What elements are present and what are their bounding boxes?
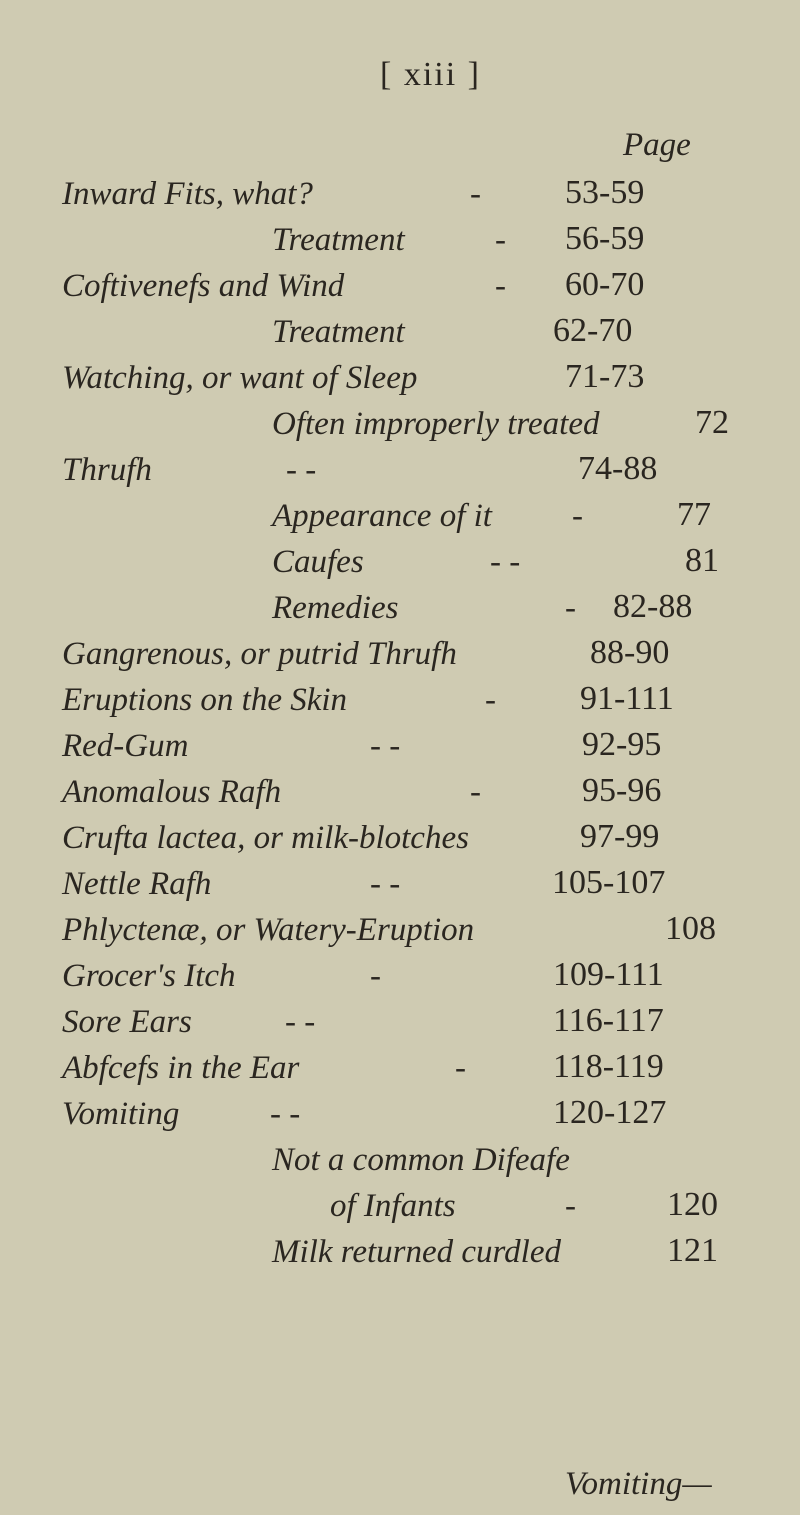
entry-text: Vomiting — [62, 1096, 180, 1132]
entry-text: Appearance of it — [272, 498, 492, 534]
entry-text: Milk returned curdled — [272, 1234, 561, 1270]
entry-text: Treatment — [272, 314, 405, 350]
entry-pages: 121 — [667, 1232, 718, 1269]
entry-pages: 74-88 — [578, 450, 658, 487]
entry-pages: 56-59 — [565, 220, 645, 257]
page-column-label: Page — [623, 127, 691, 163]
entry-dash: - — [565, 1188, 576, 1224]
entry-text: Not a common Difeafe — [272, 1142, 570, 1178]
entry-dash: - - — [285, 1004, 316, 1040]
entry-pages: 71-73 — [565, 358, 645, 395]
entry-dash: - - — [490, 544, 521, 580]
entry-dash: - — [470, 774, 481, 810]
catchword: Vomiting— — [565, 1466, 712, 1502]
entry-pages: 53-59 — [565, 174, 645, 211]
entry-pages: 60-70 — [565, 266, 645, 303]
entry-dash: - — [470, 176, 481, 212]
entry-text: Treatment — [272, 222, 405, 258]
entry-pages: 88-90 — [590, 634, 670, 671]
entry-text: Crufta lactea, or milk-blotches — [62, 820, 469, 856]
entry-pages: 116-117 — [553, 1002, 664, 1039]
entry-pages: 108 — [665, 910, 716, 947]
entry-pages: 82-88 — [613, 588, 693, 625]
page-header: [ xiii ] — [380, 56, 481, 93]
entry-text: Coftivenefs and Wind — [62, 268, 345, 304]
entry-dash: - — [495, 222, 506, 258]
entry-text: Eruptions on the Skin — [62, 682, 348, 718]
entry-text: Red-Gum — [62, 728, 189, 764]
entry-pages: 120 — [667, 1186, 718, 1223]
entry-pages: 72 — [695, 404, 729, 441]
entry-pages: 77 — [677, 496, 711, 533]
entry-dash: - — [572, 498, 583, 534]
entry-dash: - - — [370, 728, 401, 764]
entry-pages: 97-99 — [580, 818, 660, 855]
entry-text: Remedies — [272, 590, 399, 626]
entry-text: Grocer's Itch — [62, 958, 236, 994]
entry-dash: - — [565, 590, 576, 626]
entry-pages: 91-111 — [580, 680, 674, 717]
entry-text: of Infants — [330, 1188, 456, 1224]
entry-text: Often improperly treated — [272, 406, 600, 442]
entry-text: Watching, or want of Sleep — [62, 360, 418, 396]
entry-pages: 105-107 — [552, 864, 666, 901]
entry-pages: 81 — [685, 542, 719, 579]
entry-text: Abfcefs in the Ear — [62, 1050, 300, 1086]
entry-text: Inward Fits, what? — [62, 176, 313, 212]
entry-text: Nettle Rafh — [62, 866, 212, 902]
entry-pages: 92-95 — [582, 726, 662, 763]
entry-text: Thrufh — [62, 452, 152, 488]
entry-dash: - - — [370, 866, 401, 902]
entry-dash: - - — [270, 1096, 301, 1132]
entry-text: Anomalous Rafh — [62, 774, 282, 810]
entry-pages: 95-96 — [582, 772, 662, 809]
entry-dash: - — [455, 1050, 466, 1086]
entry-dash: - — [370, 958, 381, 994]
entry-text: Gangrenous, or putrid Thrufh — [62, 636, 457, 672]
entry-text: Caufes — [272, 544, 364, 580]
entry-pages: 120-127 — [553, 1094, 667, 1131]
entry-pages: 118-119 — [553, 1048, 664, 1085]
entry-pages: 109-111 — [553, 956, 664, 993]
entry-text: Phlyctenæ, or Watery-Eruption — [62, 912, 475, 948]
entry-dash: - — [495, 268, 506, 304]
entry-text: Sore Ears — [62, 1004, 192, 1040]
entry-dash: - — [485, 682, 496, 718]
entry-pages: 62-70 — [553, 312, 633, 349]
entry-dash: - - — [286, 452, 317, 488]
